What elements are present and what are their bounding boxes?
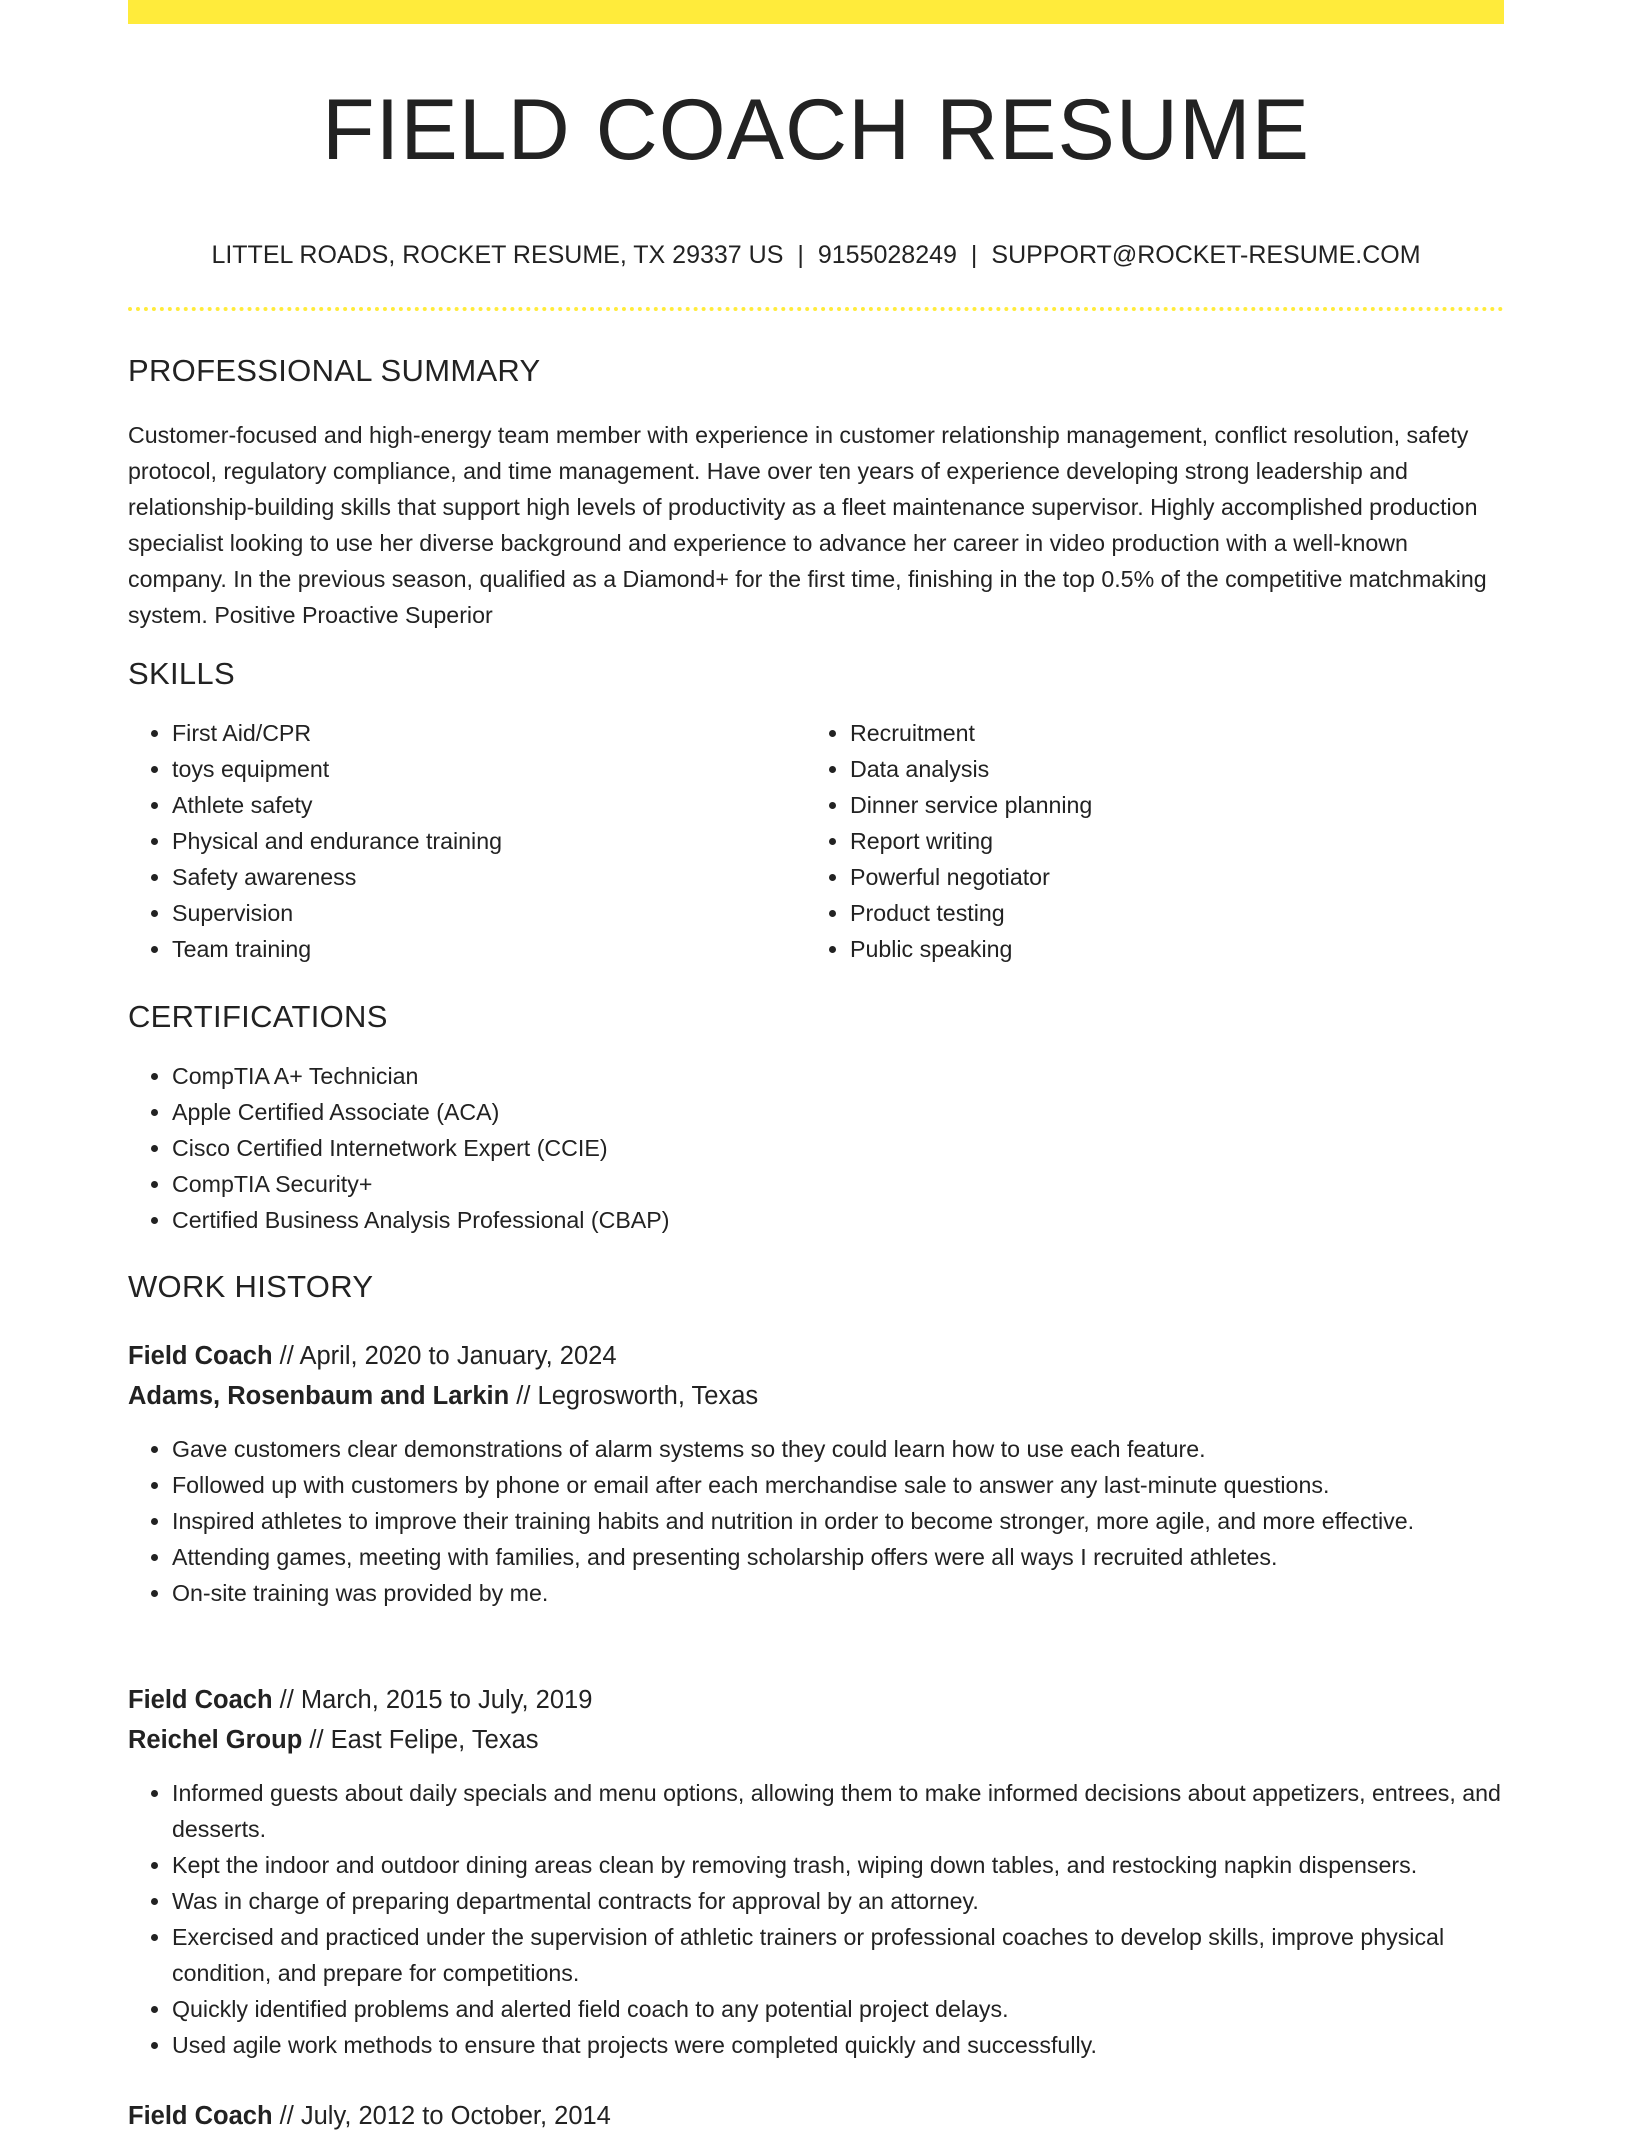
job-location: East Felipe, Texas bbox=[330, 1726, 539, 1754]
job-bullet: • Quickly identified problems and alerted field coach to any potential project delays. bbox=[172, 1991, 1548, 2027]
job-title: Field Coach bbox=[128, 1686, 273, 1714]
job-title: Field Coach bbox=[128, 1342, 273, 1370]
skill-item: • First Aid/CPR bbox=[172, 715, 812, 751]
summary-heading: PROFESSIONAL SUMMARY bbox=[128, 353, 541, 388]
skill-item: • Safety awareness bbox=[172, 859, 812, 895]
certification-item: • Apple Certified Associate (ACA) bbox=[172, 1094, 1502, 1130]
job-company-line bbox=[128, 1376, 758, 1416]
job-location: Legrosworth, Texas bbox=[537, 1382, 759, 1410]
job-bullets bbox=[128, 1431, 1548, 1611]
summary-text: Customer-focused and high-energy team member with experience in customer relationship management, conflict resolution, safety protocol, regulatory compliance, and time management. Have over ten years of experience developing strong leadership and relationship-building skills that support high levels of productivity as a fleet maintenance supervisor. Highly accomplished production specialist looking to use her diverse background and experience to advance her career in video production with a well-known company. In the previous season, qualified as a Diamond+ for the first time, finishing in the top 0.5% of the competitive matchmaking system. Positive Proactive Superior bbox=[128, 422, 1487, 628]
job-title-line bbox=[128, 2096, 611, 2136]
job-dates: July, 2012 to October, 2014 bbox=[300, 2102, 611, 2130]
job-bullet: • Informed guests about daily specials and menu options, allowing them to make informed decisions about appetizers, entrees, and desserts. bbox=[172, 1775, 1548, 1847]
job-bullet: • Followed up with customers by phone or email after each merchandise sale to answer any last-minute questions. bbox=[172, 1467, 1548, 1503]
job-company: Reichel Group bbox=[128, 1726, 303, 1754]
job-bullet: • Was in charge of preparing departmental contracts for approval by an attorney. bbox=[172, 1883, 1548, 1919]
skill-item: • Powerful negotiator bbox=[850, 859, 1490, 895]
job-company: Adams, Rosenbaum and Larkin bbox=[128, 1382, 510, 1410]
job-bullet: • Attending games, meeting with families, and presenting scholarship offers were all ways I recruited athletes. bbox=[172, 1539, 1548, 1575]
job-title-line bbox=[128, 1680, 592, 1720]
skill-item: • Public speaking bbox=[850, 931, 1490, 967]
skill-item: • Athlete safety bbox=[172, 787, 812, 823]
job-title-line bbox=[128, 1336, 617, 1376]
resume-title: FIELD COACH RESUME bbox=[321, 82, 1311, 178]
certification-item: • CompTIA Security+ bbox=[172, 1166, 1502, 1202]
job-bullets bbox=[128, 1775, 1548, 2063]
job-bullet: • Kept the indoor and outdoor dining areas clean by removing trash, wiping down tables, and restocking napkin dispensers. bbox=[172, 1847, 1548, 1883]
job-bullet: • Used agile work methods to ensure that projects were completed quickly and successfully. bbox=[172, 2027, 1548, 2063]
contact-line bbox=[128, 238, 1504, 272]
job-title: Field Coach bbox=[128, 2102, 273, 2130]
certification-item: • Certified Business Analysis Professional (CBAP) bbox=[172, 1202, 1502, 1238]
job-bullet: • Exercised and practiced under the supervision of athletic trainers or professional coaches to develop skills, improve physical condition, and prepare for competitions. bbox=[172, 1919, 1548, 1991]
skills-list-right bbox=[806, 715, 1490, 967]
contact-separator: | bbox=[797, 241, 804, 269]
work-history-heading: WORK HISTORY bbox=[128, 1269, 374, 1304]
skill-item: • Physical and endurance training bbox=[172, 823, 812, 859]
job-bullet: • Inspired athletes to improve their training habits and nutrition in order to become stronger, more agile, and more effective. bbox=[172, 1503, 1548, 1539]
dotted-divider bbox=[128, 307, 1504, 311]
job-separator: // bbox=[272, 1686, 301, 1714]
skill-item: • Dinner service planning bbox=[850, 787, 1490, 823]
top-accent-bar bbox=[128, 0, 1504, 24]
job-bullet: • On-site training was provided by me. bbox=[172, 1575, 1548, 1611]
certifications-heading: CERTIFICATIONS bbox=[128, 999, 388, 1034]
contact-separator: | bbox=[970, 241, 978, 269]
contact-email: SUPPORT@ROCKET-RESUME.COM bbox=[991, 241, 1421, 269]
contact-phone: 9155028249 bbox=[817, 241, 957, 269]
contact-address: LITTEL ROADS, ROCKET RESUME, TX 29337 US bbox=[211, 241, 784, 269]
job-dates: March, 2015 to July, 2019 bbox=[300, 1686, 593, 1714]
job-company-line bbox=[128, 1720, 539, 1760]
skill-item: • Data analysis bbox=[850, 751, 1490, 787]
skills-list-left bbox=[128, 715, 812, 967]
job-separator: // bbox=[509, 1382, 538, 1410]
skill-item: • toys equipment bbox=[172, 751, 812, 787]
job-separator: // bbox=[302, 1726, 331, 1754]
job-bullet: • Gave customers clear demonstrations of alarm systems so they could learn how to use each feature. bbox=[172, 1431, 1548, 1467]
job-separator: // bbox=[272, 1342, 300, 1370]
job-separator: // bbox=[272, 2102, 301, 2130]
skill-item: • Product testing bbox=[850, 895, 1490, 931]
skill-item: • Team training bbox=[172, 931, 812, 967]
certifications-list bbox=[128, 1058, 1502, 1238]
skills-heading: SKILLS bbox=[128, 656, 235, 691]
skill-item: • Supervision bbox=[172, 895, 812, 931]
job-dates: April, 2020 to January, 2024 bbox=[299, 1342, 617, 1370]
skill-item: • Recruitment bbox=[850, 715, 1490, 751]
skill-item: • Report writing bbox=[850, 823, 1490, 859]
certification-item: • Cisco Certified Internetwork Expert (CCIE) bbox=[172, 1130, 1502, 1166]
certification-item: • CompTIA A+ Technician bbox=[172, 1058, 1502, 1094]
